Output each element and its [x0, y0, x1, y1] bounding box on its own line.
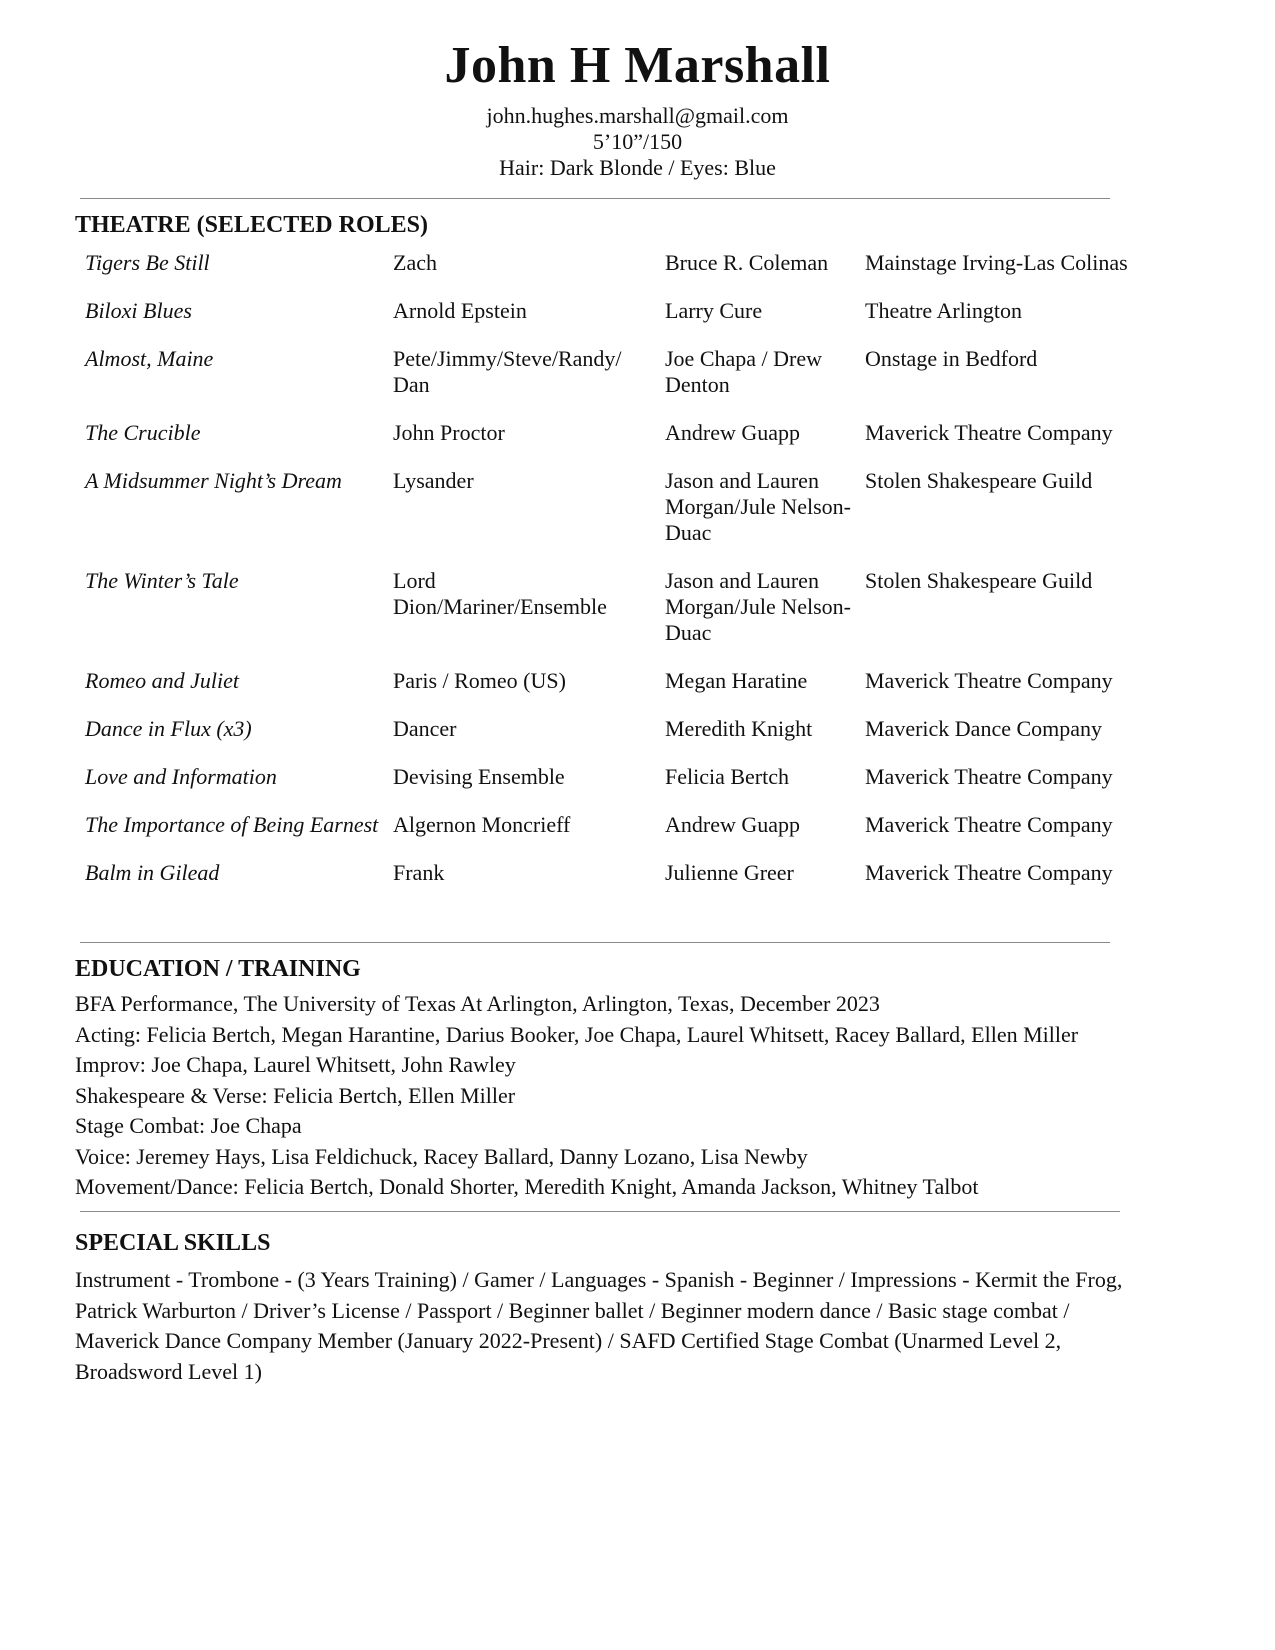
company-name: Onstage in Bedford — [865, 346, 1038, 371]
theatre-divider — [80, 942, 1110, 943]
table-row — [75, 250, 1195, 276]
hair-eyes-text: Hair: Dark Blonde / Eyes: Blue — [499, 155, 776, 180]
director-name: Bruce R. Coleman — [665, 250, 829, 275]
table-row — [75, 716, 1195, 742]
show-title: Romeo and Juliet — [85, 668, 239, 693]
company-name: Theatre Arlington — [865, 298, 1023, 323]
table-row — [75, 420, 1195, 446]
company-name: Maverick Dance Company — [865, 716, 1103, 741]
show-title: Almost, Maine — [85, 346, 214, 371]
table-row — [75, 346, 1195, 398]
applicant-name: John H Marshall — [444, 37, 831, 94]
company-name: Maverick Theatre Company — [865, 764, 1113, 789]
show-title: Love and Information — [85, 764, 277, 789]
company-name: Mainstage Irving-Las Colinas — [865, 250, 1128, 275]
company-name: Stolen Shakespeare Guild — [865, 568, 1093, 593]
director-name: Andrew Guapp — [665, 812, 801, 837]
education-line: BFA Performance, The University of Texas At Arlington, Arlington, Texas, December 2023 — [75, 991, 880, 1016]
company-name: Maverick Theatre Company — [865, 860, 1113, 885]
show-title: The Winter’s Tale — [85, 568, 239, 593]
role-name: Zach — [393, 250, 437, 275]
director-name: Joe Chapa / Drew Denton — [665, 346, 823, 397]
theatre-roles-table — [75, 250, 1195, 908]
education-line: Stage Combat: Joe Chapa — [75, 1113, 302, 1138]
company-name: Maverick Theatre Company — [865, 812, 1113, 837]
company-name: Stolen Shakespeare Guild — [865, 468, 1093, 493]
show-title: Dance in Flux (x3) — [85, 716, 252, 741]
show-title: Biloxi Blues — [85, 298, 192, 323]
table-row — [75, 298, 1195, 324]
education-line: Acting: Felicia Bertch, Megan Harantine, Darius Booker, Joe Chapa, Laurel Whitsett, Racey Ballard, Ellen Miller — [75, 1021, 1079, 1047]
director-name: Andrew Guapp — [665, 420, 801, 445]
education-divider — [80, 1211, 1120, 1212]
special-skills-text: Instrument - Trombone - (3 Years Training) / Gamer / Languages - Spanish - Beginner / Impressions - Kermit the Frog, Patrick Warburton / Driver’s License / Passport / Beginner ballet / Beginner modern dance / Basic stage combat / Maverick Dance Company Member (January 2022-Present) / SAFD Certified Stage Combat (Unarmed Level 2, Broadsword Level 1) — [75, 1267, 1123, 1384]
show-title: The Importance of Being Earnest — [85, 812, 379, 837]
contact-block — [0, 103, 1275, 181]
table-row — [75, 468, 1195, 546]
role-name: Pete/Jimmy/Steve/Randy/ Dan — [393, 346, 622, 397]
header-divider — [80, 198, 1110, 199]
show-title: A Midsummer Night’s Dream — [85, 468, 342, 493]
skills-section-title: SPECIAL SKILLS — [75, 1230, 271, 1256]
education-line: Shakespeare & Verse: Felicia Bertch, Ellen Miller — [75, 1082, 516, 1108]
education-line: Voice: Jeremey Hays, Lisa Feldichuck, Racey Ballard, Danny Lozano, Lisa Newby — [75, 1143, 808, 1169]
table-row — [75, 860, 1195, 886]
role-name: Frank — [393, 860, 445, 885]
table-row — [75, 668, 1195, 694]
role-name: Algernon Moncrieff — [393, 812, 571, 837]
director-name: Larry Cure — [665, 298, 763, 323]
email-text: john.hughes.marshall@gmail.com — [486, 103, 789, 128]
education-section-title: EDUCATION / TRAINING — [75, 956, 361, 982]
table-row — [75, 764, 1195, 790]
company-name: Maverick Theatre Company — [865, 668, 1113, 693]
role-name: Lord Dion/Mariner/Ensemble — [393, 568, 607, 619]
director-name: Julienne Greer — [665, 860, 794, 885]
director-name: Felicia Bertch — [665, 764, 790, 789]
role-name: Arnold Epstein — [393, 298, 527, 323]
role-name: Paris / Romeo (US) — [393, 668, 566, 693]
education-line: Improv: Joe Chapa, Laurel Whitsett, John Rawley — [75, 1052, 516, 1077]
show-title: Balm in Gilead — [85, 860, 220, 885]
theatre-section-title: THEATRE (SELECTED ROLES) — [75, 212, 428, 238]
show-title: The Crucible — [85, 420, 201, 445]
role-name: Lysander — [393, 468, 474, 493]
education-list — [75, 989, 1215, 1203]
company-name: Maverick Theatre Company — [865, 420, 1113, 445]
role-name: John Proctor — [393, 420, 505, 445]
table-row — [75, 568, 1195, 646]
table-row — [75, 812, 1195, 838]
show-title: Tigers Be Still — [85, 250, 210, 275]
director-name: Jason and Lauren Morgan/Jule Nelson-Duac — [665, 468, 851, 545]
role-name: Dancer — [393, 716, 457, 741]
director-name: Jason and Lauren Morgan/Jule Nelson-Duac — [665, 568, 851, 645]
education-line: Movement/Dance: Felicia Bertch, Donald Shorter, Meredith Knight, Amanda Jackson, Whitney Talbot — [75, 1174, 979, 1199]
director-name: Meredith Knight — [665, 716, 813, 741]
height-weight-text: 5’10”/150 — [592, 129, 683, 154]
director-name: Megan Haratine — [665, 668, 808, 693]
role-name: Devising Ensemble — [393, 764, 565, 789]
